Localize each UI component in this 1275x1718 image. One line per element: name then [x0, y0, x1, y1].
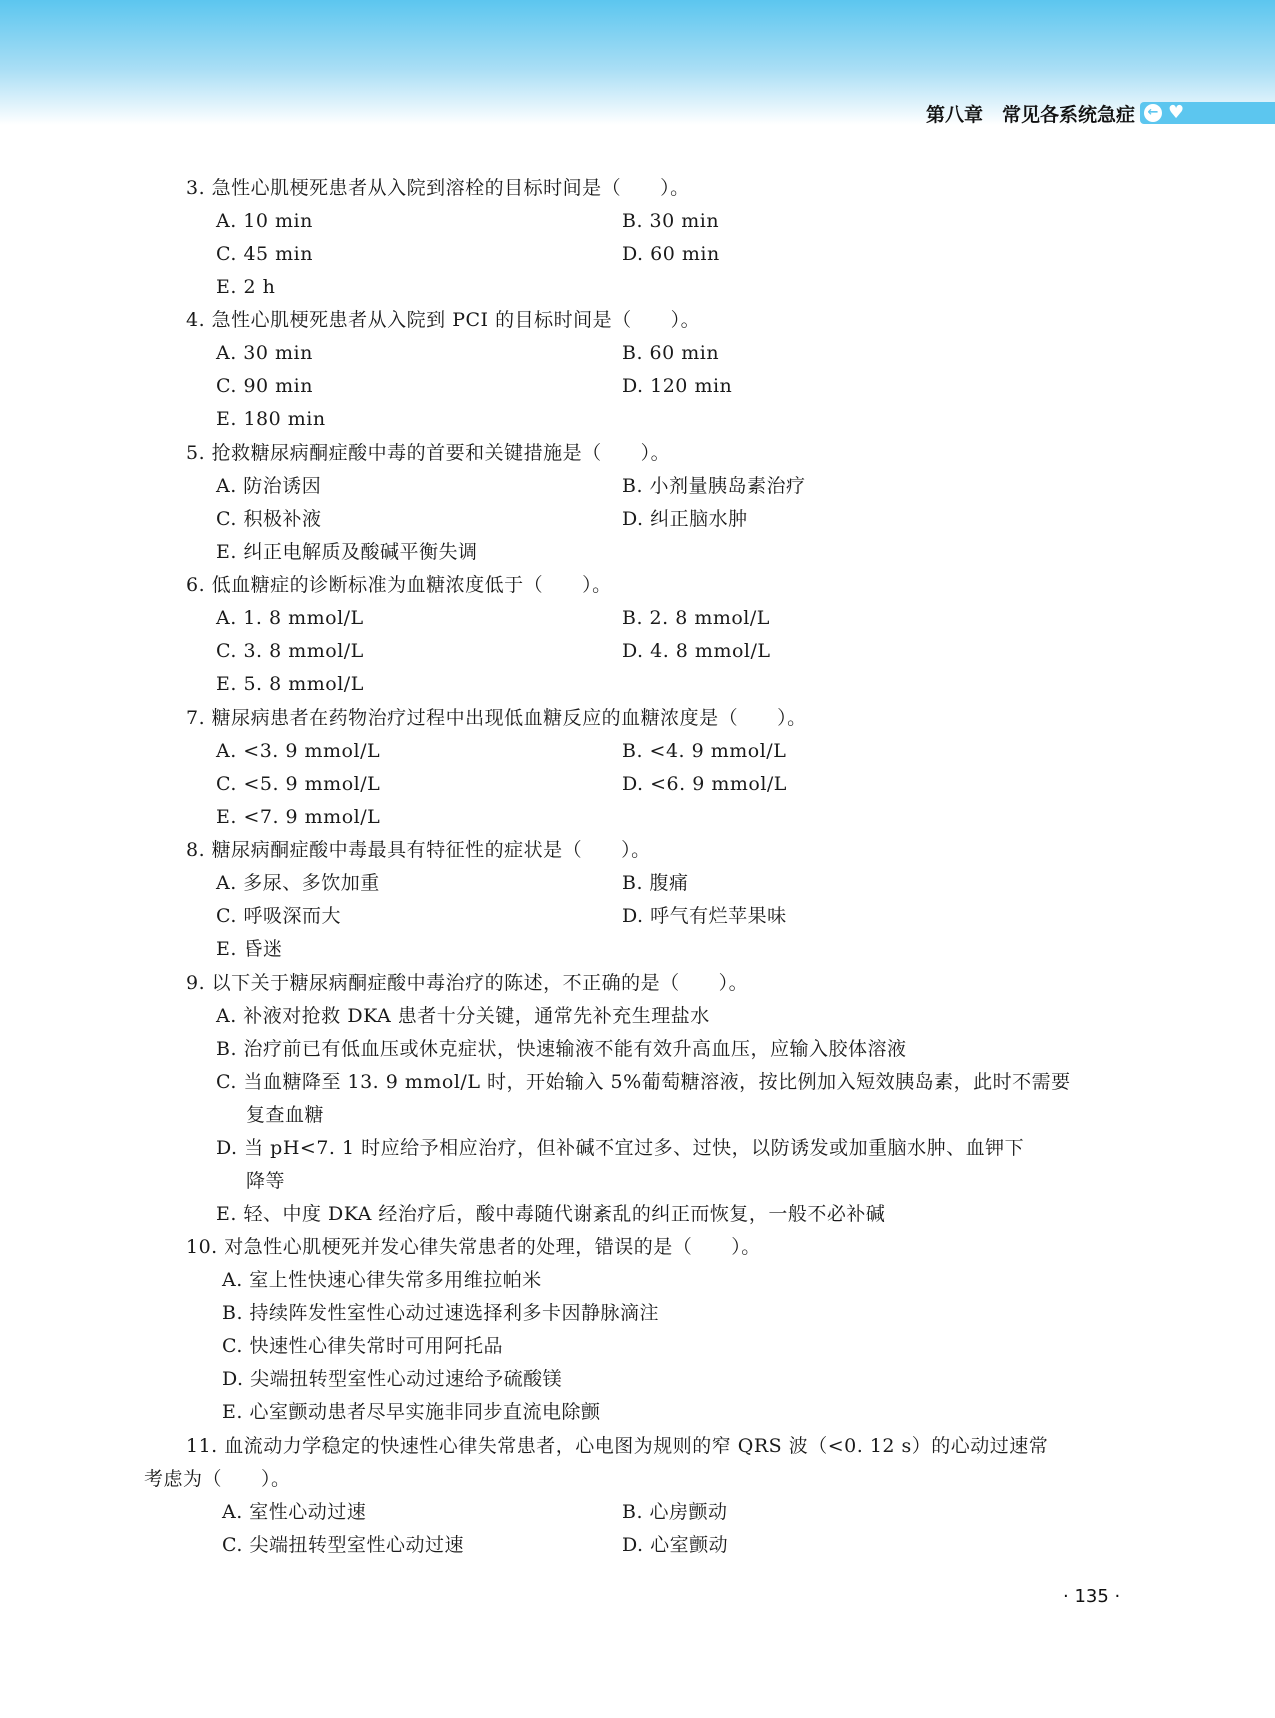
option-a: A. 补液对抢救 DKA 患者十分关键，通常先补充生理盐水 — [216, 1005, 710, 1027]
option-b: B. 心房颤动 — [622, 1501, 728, 1523]
option-e: E. 昏迷 — [216, 938, 283, 960]
option-e: E. 轻、中度 DKA 经治疗后，酸中毒随代谢紊乱的纠正而恢复，一般不必补碱 — [216, 1203, 886, 1225]
option-c: C. 当血糖降至 13. 9 mmol/L 时，开始输入 5%葡萄糖溶液，按比例加入短效胰岛素，此时不需要 — [216, 1071, 1071, 1093]
option-e: E. 纠正电解质及酸碱平衡失调 — [216, 541, 478, 563]
question-stem: 11. 血流动力学稳定的快速性心律失常患者，心电图为规则的窄 QRS 波（<0. 12 s）的心动过速常 — [186, 1435, 1049, 1457]
option-a: A. 室上性快速心律失常多用维拉帕米 — [222, 1269, 542, 1291]
option-e: E. 心室颤动患者尽早实施非同步直流电除颤 — [222, 1401, 601, 1423]
option-c: C. 45 min — [216, 243, 313, 265]
option-c: C. 积极补液 — [216, 508, 322, 530]
option-a: A. 30 min — [216, 342, 313, 364]
option-c: C. 3. 8 mmol/L — [216, 640, 364, 662]
option-b: B. 60 min — [622, 342, 720, 364]
option-a: A. 1. 8 mmol/L — [216, 607, 364, 629]
page-number: · 135 · — [1063, 1586, 1121, 1607]
option-a: A. <3. 9 mmol/L — [216, 740, 381, 762]
option-d: D. 心室颤动 — [622, 1534, 729, 1556]
option-d: D. <6. 9 mmol/L — [622, 773, 787, 795]
option-e: E. 180 min — [216, 408, 326, 430]
option-c: C. 呼吸深而大 — [216, 905, 341, 927]
option-c-continued: 复查血糖 — [246, 1104, 325, 1126]
question-stem: 7. 糖尿病患者在药物治疗过程中出现低血糖反应的血糖浓度是（ ）。 — [186, 707, 807, 729]
option-d: D. 纠正脑水肿 — [622, 508, 748, 530]
option-b: B. 腹痛 — [622, 872, 689, 894]
option-b: B. 持续阵发性室性心动过速选择利多卡因静脉滴注 — [222, 1302, 660, 1324]
option-b: B. 30 min — [622, 210, 720, 232]
option-c: C. 快速性心律失常时可用阿托品 — [222, 1335, 503, 1357]
option-a: A. 多尿、多饮加重 — [216, 872, 380, 894]
option-d: D. 尖端扭转型室性心动过速给予硫酸镁 — [222, 1368, 563, 1390]
option-a: A. 防治诱因 — [216, 475, 322, 497]
option-d: D. 4. 8 mmol/L — [622, 640, 771, 662]
option-d: D. 120 min — [622, 375, 733, 397]
option-b: B. 治疗前已有低血压或休克症状，快速输液不能有效升高血压，应输入胶体溶液 — [216, 1038, 907, 1060]
question-stem: 10. 对急性心肌梗死并发心律失常患者的处理，错误的是（ ）。 — [186, 1236, 761, 1258]
option-a: A. 10 min — [216, 210, 313, 232]
option-e: E. 2 h — [216, 276, 276, 298]
question-stem: 9. 以下关于糖尿病酮症酸中毒治疗的陈述，不正确的是（ ）。 — [186, 972, 749, 994]
heart-icon: ♥ — [1168, 102, 1185, 123]
option-c: C. 尖端扭转型室性心动过速 — [222, 1534, 464, 1556]
option-b: B. 2. 8 mmol/L — [622, 607, 770, 629]
question-stem: 5. 抢救糖尿病酮症酸中毒的首要和关键措施是（ ）。 — [186, 442, 671, 464]
option-c: C. 90 min — [216, 375, 313, 397]
option-b: B. 小剂量胰岛素治疗 — [622, 475, 806, 497]
chapter-title: 第八章 常见各系统急症 — [925, 104, 1135, 126]
question-stem: 8. 糖尿病酮症酸中毒最具有特征性的症状是（ ）。 — [186, 839, 651, 861]
option-d: D. 当 pH<7. 1 时应给予相应治疗，但补碱不宜过多、过快，以防诱发或加重脑水肿、血钾下 — [216, 1137, 1025, 1159]
option-e: E. 5. 8 mmol/L — [216, 673, 364, 695]
question-stem-continued: 考虑为（ ）。 — [144, 1468, 291, 1490]
header-tab — [1140, 102, 1275, 124]
option-d: D. 呼气有烂苹果味 — [622, 905, 787, 927]
question-stem: 6. 低血糖症的诊断标准为血糖浓度低于（ ）。 — [186, 574, 612, 596]
arrow-left-circle-icon: ← — [1144, 104, 1162, 122]
question-stem: 3. 急性心肌梗死患者从入院到溶栓的目标时间是（ ）。 — [186, 177, 690, 199]
option-d-continued: 降等 — [246, 1170, 286, 1192]
option-d: D. 60 min — [622, 243, 720, 265]
option-e: E. <7. 9 mmol/L — [216, 806, 381, 828]
question-stem: 4. 急性心肌梗死患者从入院到 PCI 的目标时间是（ ）。 — [186, 309, 701, 331]
option-b: B. <4. 9 mmol/L — [622, 740, 787, 762]
option-c: C. <5. 9 mmol/L — [216, 773, 381, 795]
option-a: A. 室性心动过速 — [222, 1501, 367, 1523]
